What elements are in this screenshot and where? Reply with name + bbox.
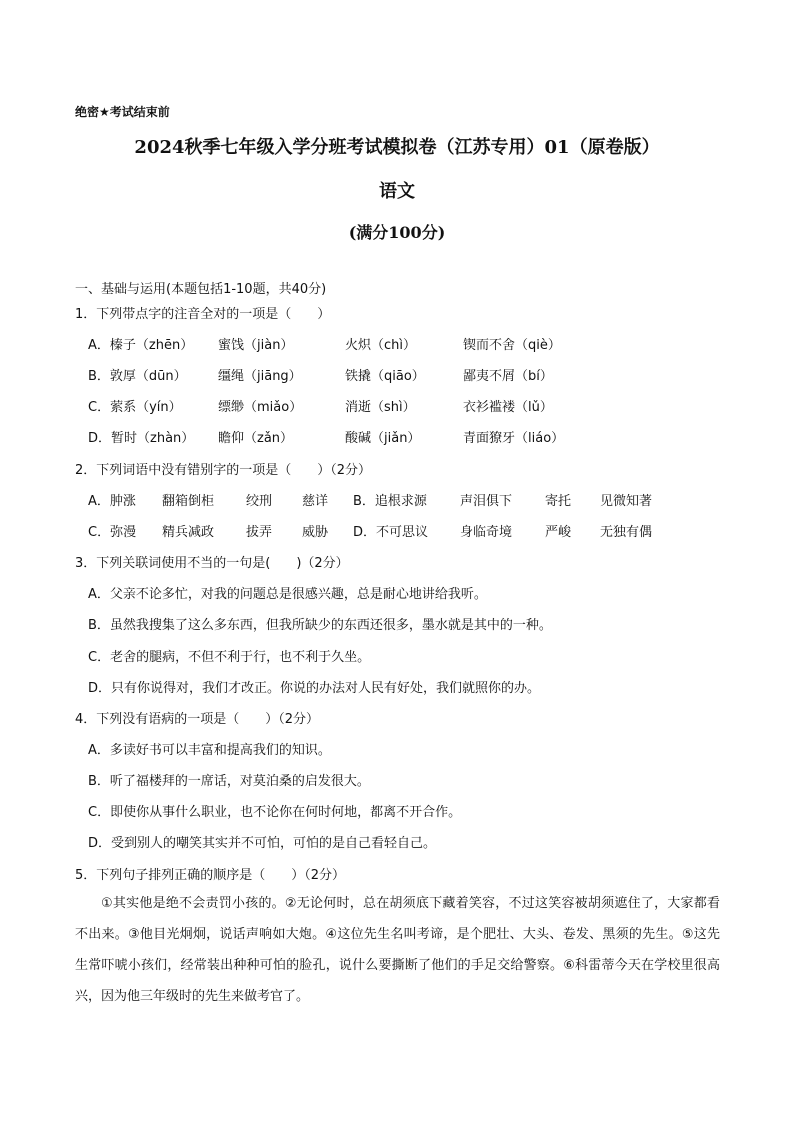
q3-option-a: A．父亲不论多忙，对我的问题总是很感兴趣，总是耐心地讲给我听。 (88, 587, 487, 602)
q2-word: 声泪俱下 (460, 494, 513, 509)
question-1-stem: 1．下列带点字的注音全对的一项是（ ） (75, 307, 331, 322)
full-score: (满分100分) (348, 223, 446, 242)
q3-option-b: B．虽然我搜集了这么多东西，但我所缺少的东西还很多，墨水就是其中的一种。 (88, 618, 552, 633)
q1-option-a-1: A．榛子（zhēn） (88, 338, 194, 353)
q1-option-c-3: 消逝（shì） (345, 400, 416, 415)
q2-word: 身临奇境 (460, 525, 513, 540)
q1-option-b-2: 缰绳（jiāng） (218, 369, 302, 384)
q2-word: D．不可思议 (353, 525, 429, 540)
q2-word: 严峻 (545, 525, 572, 540)
question-2-stem: 2．下列词语中没有错别字的一项是（ ）（2分） (75, 463, 372, 478)
q1-option-c-1: C．萦系（yín） (88, 400, 182, 415)
q2-word: 精兵减政 (162, 525, 215, 540)
q3-option-d: D．只有你说得对，我们才改正。你说的办法对人民有好处，我们就照你的办。 (88, 681, 541, 696)
question-4-stem: 4．下列没有语病的一项是（ ）（2分） (75, 712, 320, 727)
q1-option-d-2: 瞻仰（zǎn） (218, 431, 294, 446)
q4-option-d: D．受到别人的嘲笑其实并不可怕，可怕的是自己看轻自己。 (88, 836, 437, 851)
q2-word: 翻箱倒柜 (162, 494, 215, 509)
q1-option-d-3: 酸碱（jiǎn） (345, 431, 421, 446)
q1-option-b-1: B．敦厚（dūn） (88, 369, 187, 384)
q1-option-d-4: 青面獠牙（liáo） (463, 431, 565, 446)
q2-word: C．弥漫 (88, 525, 137, 540)
q5-passage: ①其实他是绝不会责罚小孩的。②无论何时，总在胡须底下藏着笑容，不过这笑容被胡须遮住了，大家都看不出来。③他目光炯炯，说话声响如大炮。④这位先生名叫考谛，是个肥壮、大头、卷发、黑须的先生。⑤这先生常吓唬小孩们，经常装出种种可怕的脸孔，说什么要撕断了他们的手足交给警察。⑥科雷蒂今天在学校里很高兴，因为他三年级时的先生来做考官了。 (75, 896, 720, 1004)
question-3-stem: 3．下列关联词使用不当的一句是( )（2分） (75, 556, 349, 571)
q3-option-c: C．老舍的腿病，不但不利于行，也不利于久坐。 (88, 650, 371, 665)
q4-option-c: C．即使你从事什么职业，也不论你在何时何地，都离不开合作。 (88, 805, 462, 820)
q2-word: 慈详 (302, 494, 329, 509)
question-5-stem: 5．下列句子排列正确的顺序是（ ）（2分） (75, 868, 346, 883)
secret-notice: 绝密★考试结束前 (75, 105, 170, 119)
q2-word: 无独有偶 (600, 525, 653, 540)
q1-option-a-3: 火炽（chì） (345, 338, 416, 353)
q1-option-a-2: 蜜饯（jiàn） (218, 338, 294, 353)
q2-word: 绞刑 (246, 494, 273, 509)
q1-option-c-4: 衣衫褴褛（lǔ） (463, 400, 553, 415)
subject-title: 语文 (379, 181, 415, 202)
section-heading: 一、基础与运用(本题包括1-10题，共40分) (75, 282, 327, 297)
q1-option-d-1: D．暂时（zhàn） (88, 431, 195, 446)
q2-word: A．肿涨 (88, 494, 136, 509)
q2-word: 寄托 (545, 494, 572, 509)
q1-option-c-2: 缥缈（miǎo） (218, 400, 303, 415)
q4-option-a: A．多读好书可以丰富和提高我们的知识。 (88, 743, 331, 758)
q1-option-b-4: 鄙夷不屑（bí） (463, 369, 553, 384)
q2-word: 见微知著 (600, 494, 653, 509)
exam-title: 2024秋季七年级入学分班考试模拟卷（江苏专用）01（原卷版） (134, 137, 660, 158)
q1-option-a-4: 锲而不舍（qiè） (463, 338, 561, 353)
q1-option-b-3: 铁撬（qiāo） (345, 369, 425, 384)
q2-word: 威胁 (302, 525, 329, 540)
q4-option-b: B．听了福楼拜的一席话，对莫泊桑的启发很大。 (88, 774, 370, 789)
q2-word: B．追根求源 (353, 494, 427, 509)
q2-word: 拔弄 (246, 525, 273, 540)
